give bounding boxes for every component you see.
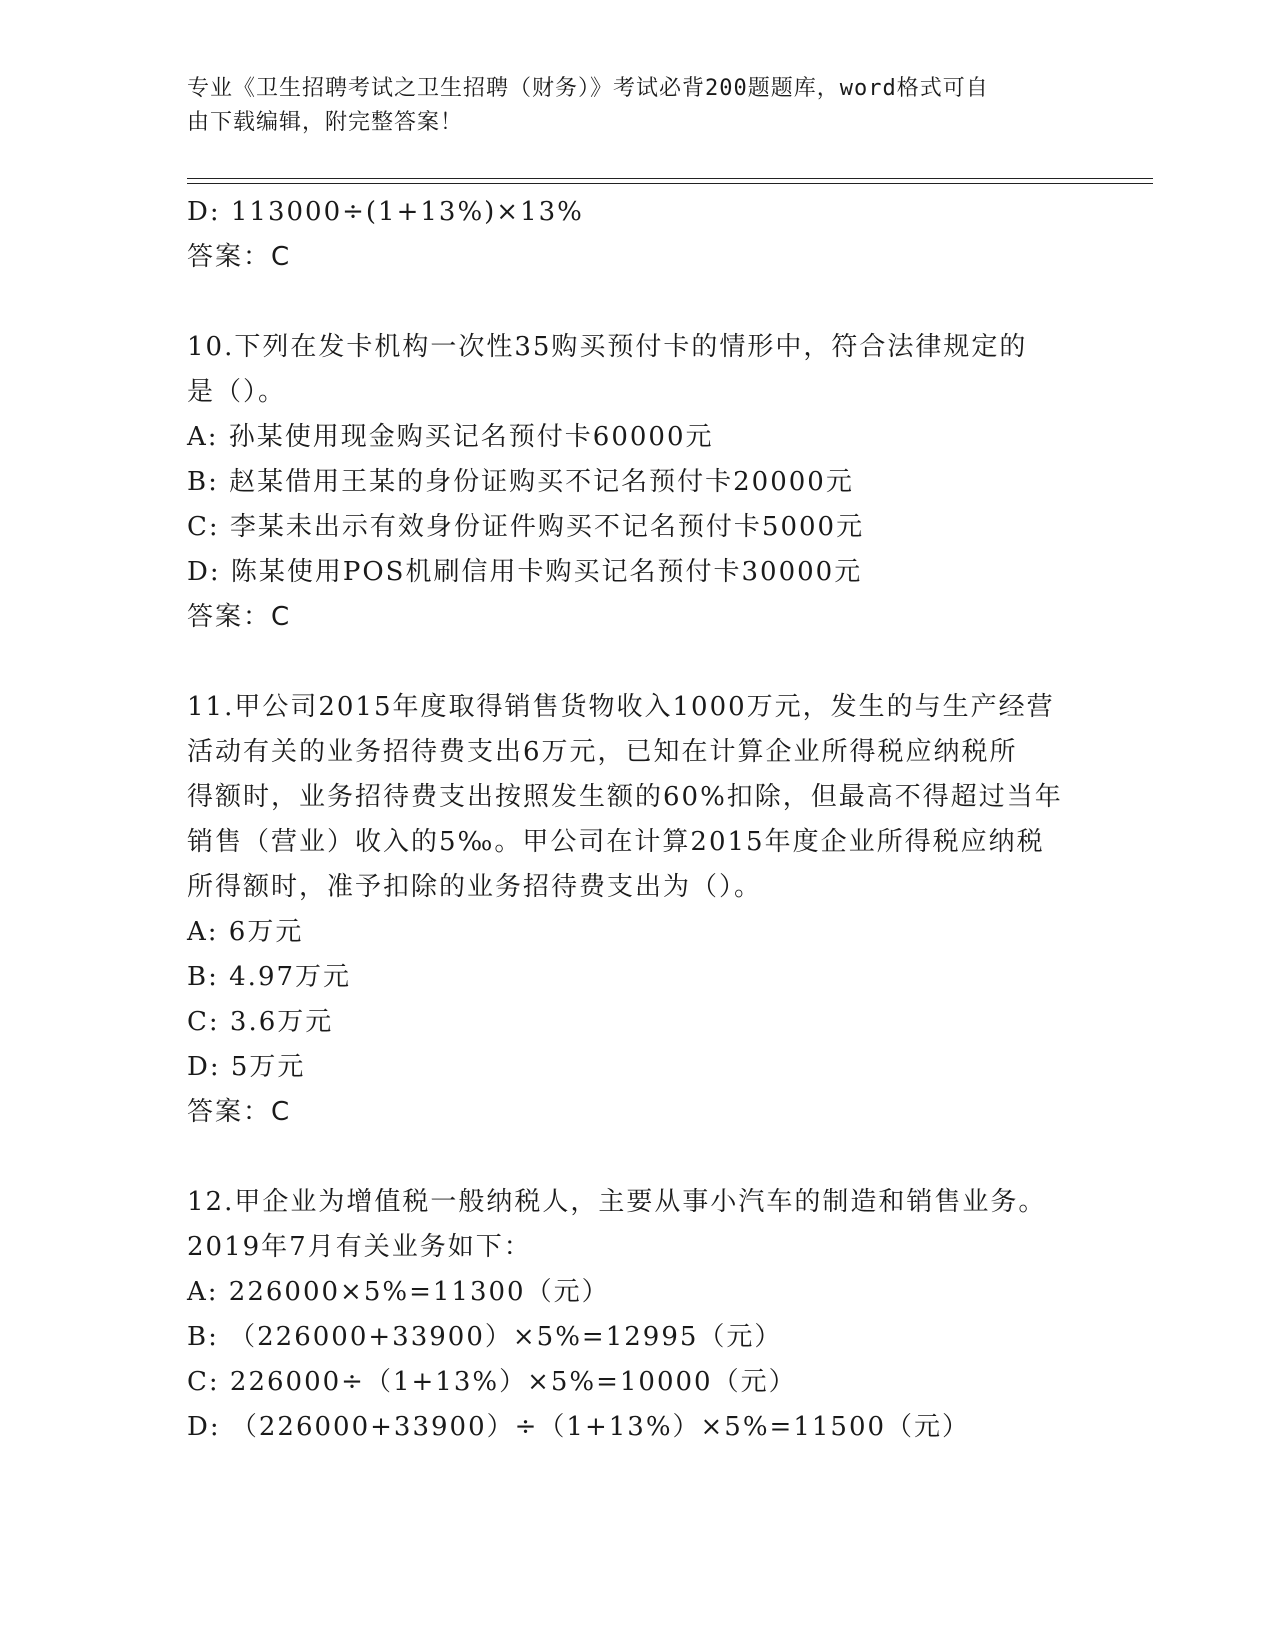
question-11 [187,685,1087,1135]
question-10-option-c: C: 李某未出示有效身份证件购买不记名预付卡5000元 [187,512,865,542]
question-12-option-c: C: 226000÷（1+13%）×5%=10000（元） [187,1367,797,1397]
header-divider-bottom [187,183,1153,184]
question-11-option-a: A: 6万元 [187,917,304,947]
question-11-stem-line-3: 得额时，业务招待费支出按照发生额的60%扣除，但最高不得超过当年 [187,782,1063,812]
document-header [187,72,1067,140]
question-12-option-d: D: （226000+33900）÷（1+13%）×5%=11500（元） [187,1412,971,1442]
question-10-option-a: A: 孙某使用现金购买记名预付卡60000元 [187,422,714,452]
question-10-stem-line-2: 是（）。 [187,377,287,407]
question-11-stem-line-4: 销售（营业）收入的5‰。甲公司在计算2015年度企业所得税应纳税 [187,827,1045,857]
question-11-stem-line-2: 活动有关的业务招待费支出6万元，已知在计算企业所得税应纳税所 [187,737,1018,767]
spacer [187,1135,1087,1180]
question-9-answer: 答案：C [187,242,292,272]
question-10-answer: 答案：C [187,602,292,632]
question-list [187,190,1087,1450]
header-line-2: 由下载编辑，附完整答案！ [187,110,464,135]
question-10 [187,325,1087,640]
question-12-option-b: B: （226000+33900）×5%=12995（元） [187,1322,783,1352]
question-10-stem-line-1: 10.下列在发卡机构一次性35购买预付卡的情形中，符合法律规定的 [187,332,1028,362]
question-9-option-d: D: 113000÷(1+13%)×13% [187,197,584,227]
question-12 [187,1180,1087,1450]
question-9 [187,190,1087,280]
question-11-option-b: B: 4.97万元 [187,962,352,992]
question-11-stem-line-5: 所得额时，准予扣除的业务招待费支出为（）。 [187,872,763,902]
question-11-option-c: C: 3.6万元 [187,1007,334,1037]
question-11-stem-line-1: 11.甲公司2015年度取得销售货物收入1000万元，发生的与生产经营 [187,692,1055,722]
question-12-option-a: A: 226000×5%=11300（元） [187,1277,610,1307]
spacer [187,640,1087,685]
question-12-stem-line-1: 12.甲企业为增值税一般纳税人，主要从事小汽车的制造和销售业务。 [187,1187,1047,1217]
question-10-option-d: D: 陈某使用POS机刷信用卡购买记名预付卡30000元 [187,557,863,587]
question-11-answer: 答案：C [187,1097,292,1127]
question-12-stem-line-2: 2019年7月有关业务如下： [187,1232,532,1262]
spacer [187,280,1087,325]
question-11-option-d: D: 5万元 [187,1052,306,1082]
header-divider-top [187,178,1153,179]
header-line-1: 专业《卫生招聘考试之卫生招聘（财务）》考试必背200题题库，word格式可自 [187,76,989,101]
question-10-option-b: B: 赵某借用王某的身份证购买不记名预付卡20000元 [187,467,854,497]
